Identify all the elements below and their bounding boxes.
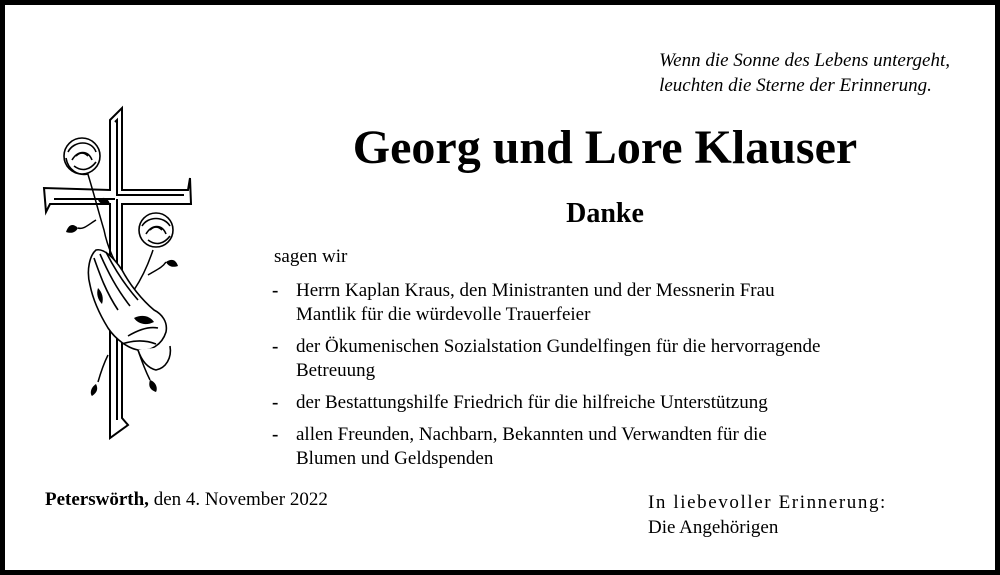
place-town: Peterswörth, xyxy=(45,489,149,510)
intro-text: sagen wir xyxy=(274,246,348,267)
place-and-date xyxy=(45,488,328,512)
list-item xyxy=(272,423,972,471)
signature-line-1: In liebevoller Erinnerung: xyxy=(648,492,887,513)
place-date: den 4. November 2022 xyxy=(153,489,328,510)
list-item xyxy=(272,279,972,327)
list-item-line-2: Mantlik für die würdevolle Trauerfeier xyxy=(296,304,591,325)
list-item xyxy=(272,335,972,383)
cross-roses-praying-hands-icon xyxy=(38,100,198,445)
list-item-line-2: Betreuung xyxy=(296,360,376,381)
dash-bullet: - xyxy=(272,280,279,301)
dash-bullet: - xyxy=(272,392,279,413)
signature-line-2: Die Angehörigen xyxy=(648,517,779,538)
deceased-names: Georg und Lore Klauser xyxy=(352,121,858,174)
dash-bullet: - xyxy=(272,424,279,445)
list-item-line-1: allen Freunden, Nachbarn, Bekannten und Verwandten für die xyxy=(296,424,767,445)
thanks-list xyxy=(272,279,972,479)
list-item xyxy=(272,391,972,415)
quote-line-2: leuchten die Sterne der Erinnerung. xyxy=(659,75,932,96)
memorial-quote xyxy=(659,48,950,98)
quote-line-1: Wenn die Sonne des Lebens untergeht, xyxy=(659,50,950,71)
signature-block xyxy=(648,490,887,540)
list-item-line-1: der Bestattungshilfe Friedrich für die hilfreiche Unterstützung xyxy=(296,392,768,413)
list-item-line-1: Herrn Kaplan Kraus, den Ministranten und der Messnerin Frau xyxy=(296,280,775,301)
list-item-line-2: Blumen und Geldspenden xyxy=(296,448,494,469)
list-item-line-1: der Ökumenischen Sozialstation Gundelfingen für die hervorragende xyxy=(296,336,821,357)
thanks-heading: Danke xyxy=(566,198,644,229)
dash-bullet: - xyxy=(272,336,279,357)
